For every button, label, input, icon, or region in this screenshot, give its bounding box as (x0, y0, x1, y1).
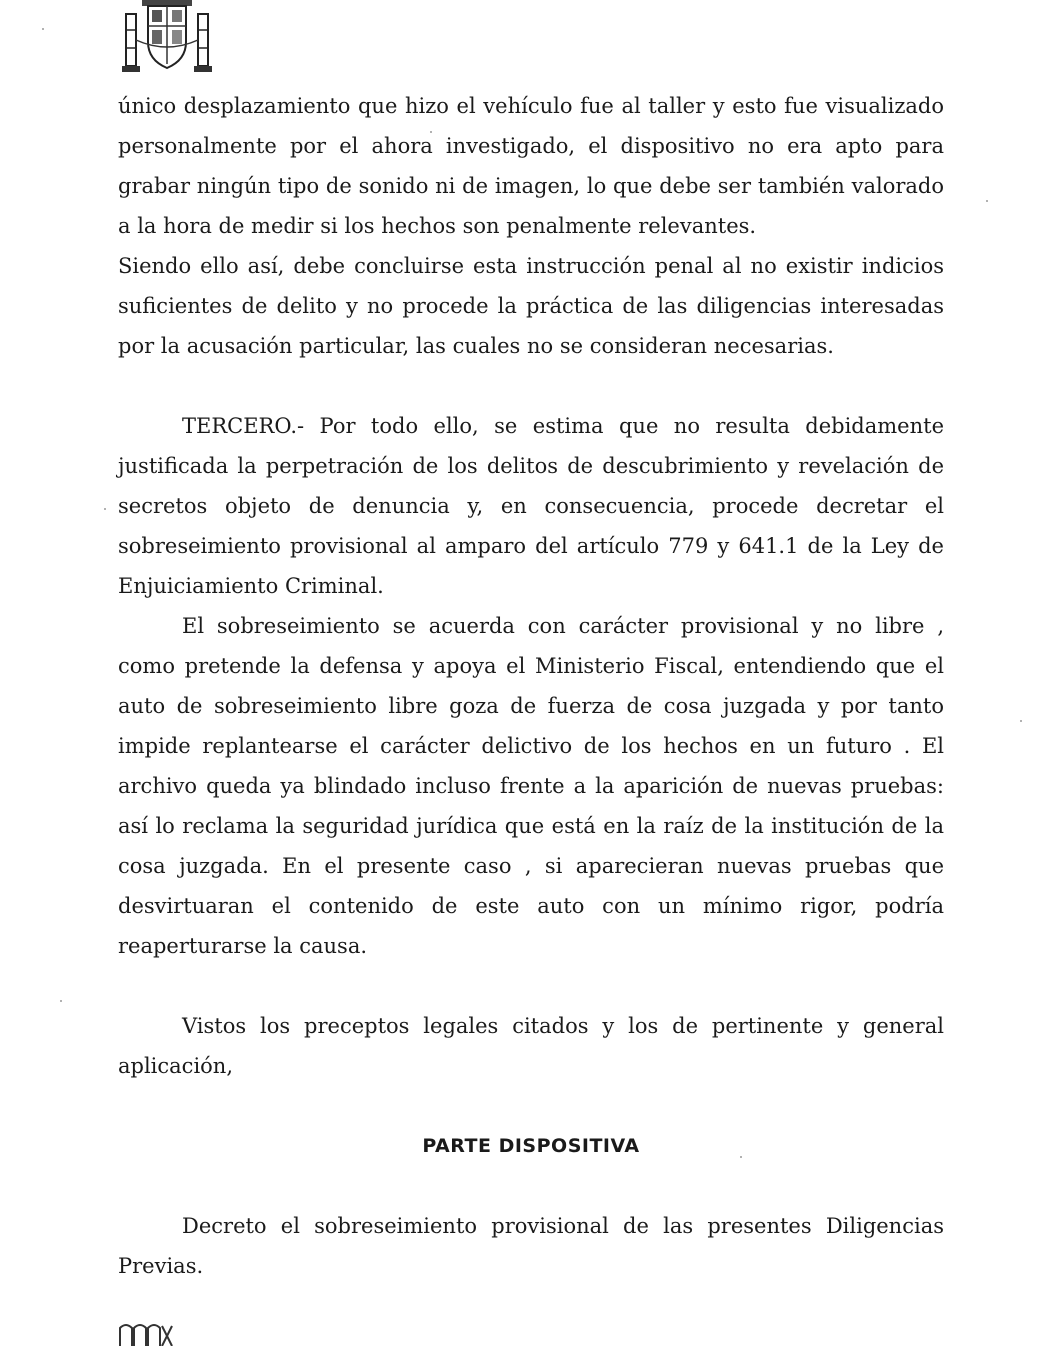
scan-speck (42, 28, 44, 30)
scan-speck (430, 131, 432, 133)
paragraph-tercero: TERCERO.- Por todo ello, se estima que no resulta debidamente justificada la perpetración de los delitos de descubrimiento y revelación de secretos objeto de denuncia y, en consecuencia, procede decretar el sobreseimiento provisional al amparo del artículo 779 y 641.1 de la Ley de Enjuiciamiento Criminal. (118, 414, 944, 598)
paragraph-sobreseimiento: El sobreseimiento se acuerda con carácter provisional y no libre , como pretende la defensa y apoya el Ministerio Fiscal, entendiendo que el auto de sobreseimiento libre goza de fuerza de cosa juzgada y por tanto impide replantearse el carácter delictivo de los hechos en un futuro . El archivo queda ya blindado incluso frente a la aparición de nuevas pruebas: así lo reclama la seguridad jurídica que está en la raíz de la institución de la cosa juzgada. En el presente caso , si aparecieran nuevas pruebas que desvirtuaran el contenido de este auto con un mínimo rigor, podría reaperturarse la causa. (118, 614, 944, 958)
document-body (118, 86, 944, 1286)
paragraph-decreto: Decreto el sobreseimiento provisional de las presentes Diligencias Previas. (118, 1214, 944, 1278)
scan-speck (1020, 720, 1022, 722)
paragraph-continuation: único desplazamiento que hizo el vehículo fue al taller y esto fue visualizado personalmente por el ahora investigado, el dispositivo no era apto para grabar ningún tipo de sonido ni de imagen, lo que debe ser también valorado a la hora de medir si los hechos son penalmente relevantes. (118, 94, 944, 238)
paragraph-vistos: Vistos los preceptos legales citados y los de pertinente y general aplicación, (118, 1014, 944, 1078)
scan-speck (740, 1156, 742, 1158)
paragraph-gap (118, 966, 944, 1006)
scan-speck (60, 1000, 62, 1002)
coat-of-arms-icon (118, 0, 216, 78)
paragraph-gap (118, 1166, 944, 1206)
footer-logo-icon (118, 1322, 174, 1346)
paragraph-gap (118, 1086, 944, 1126)
scan-speck (986, 200, 988, 202)
paragraph-conclusion: Siendo ello así, debe concluirse esta instrucción penal al no existir indicios suficientes de delito y no procede la práctica de las diligencias interesadas por la acusación particular, las cuales no se consideran necesarias. (118, 254, 944, 358)
section-heading: PARTE DISPOSITIVA (422, 1135, 640, 1157)
paragraph-gap (118, 366, 944, 406)
scan-speck (104, 508, 106, 510)
